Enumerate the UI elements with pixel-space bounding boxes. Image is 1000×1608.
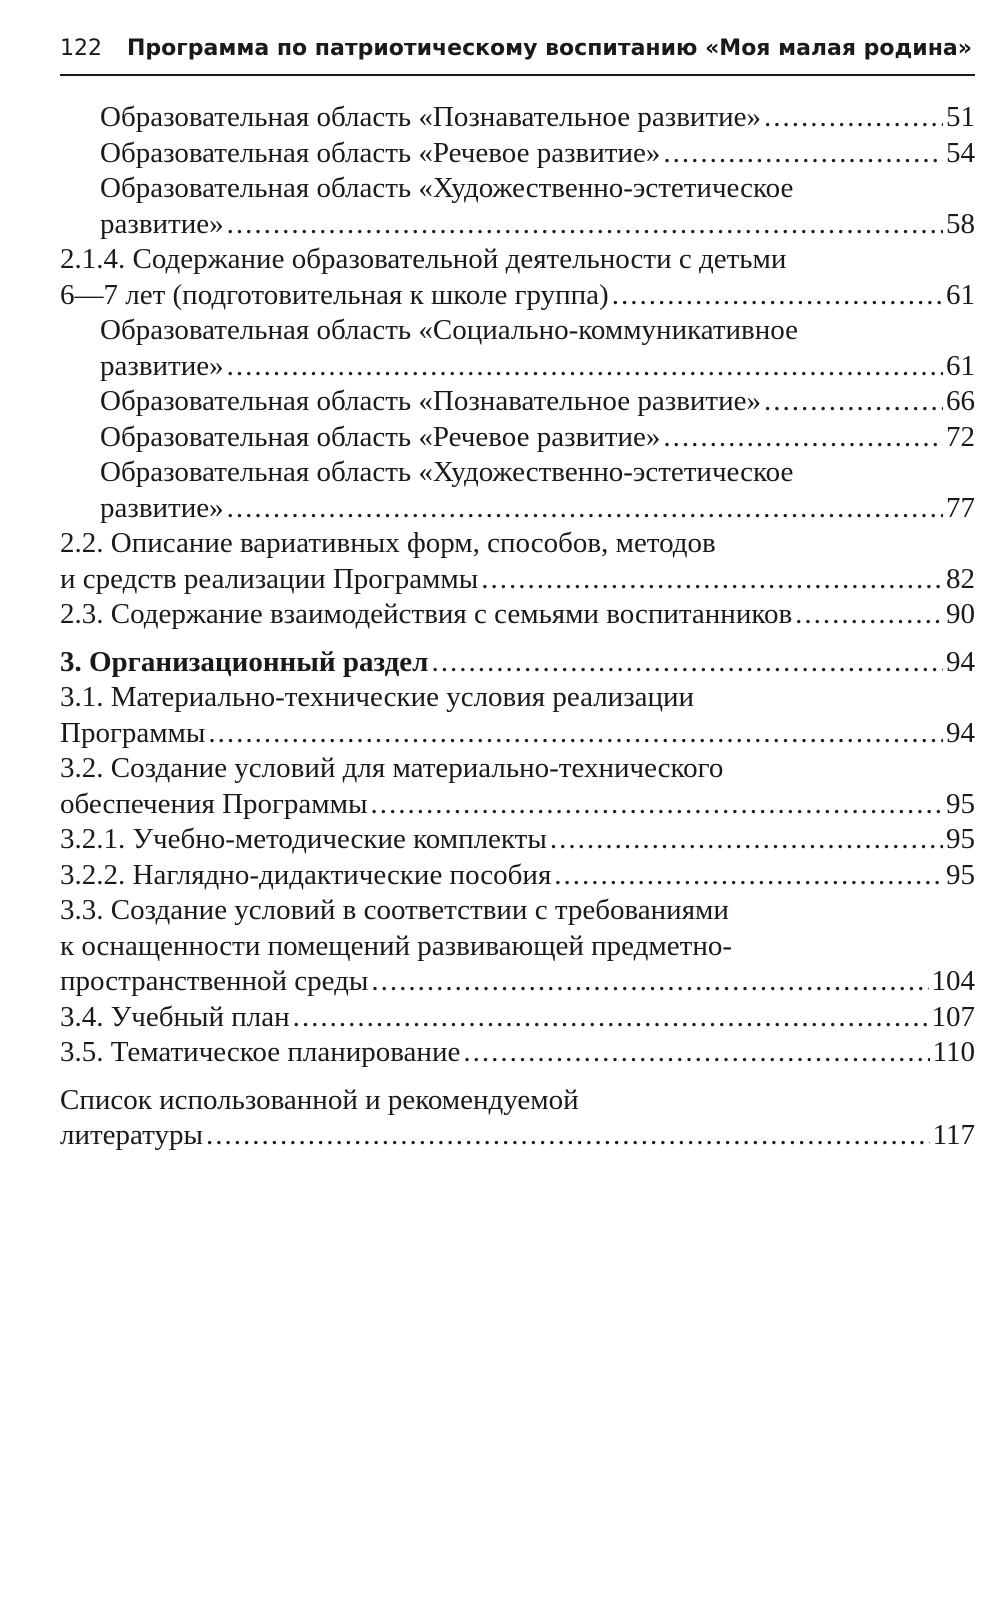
toc-entry-text: 3.1. Материально-технические условия реализации	[60, 681, 695, 713]
toc-entry-text: и средств реализации Программы	[60, 562, 479, 595]
toc-entry-text: Образовательная область «Художественно-эстетическое	[100, 172, 794, 204]
toc-entry-text: обеспечения Программы	[60, 787, 368, 820]
toc-page-number: 95	[946, 787, 975, 820]
leader-dots	[795, 597, 943, 633]
leader-dots	[663, 420, 943, 456]
toc-page-number: 54	[946, 136, 975, 169]
toc-entry	[60, 822, 975, 858]
toc-entry	[60, 858, 975, 894]
toc-entry-text: Образовательная область «Художественно-эстетическое	[100, 456, 794, 488]
table-of-contents	[60, 100, 975, 1154]
toc-entry	[60, 1035, 975, 1071]
toc-page-number: 117	[932, 1119, 975, 1151]
leader-dots	[208, 716, 943, 752]
toc-entry	[60, 242, 975, 313]
leader-dots	[206, 1118, 930, 1154]
toc-entry	[60, 420, 975, 456]
header-rule	[60, 74, 975, 76]
toc-page-number: 66	[946, 385, 975, 417]
toc-entry-text: 3.2.1. Учебно-методические комплекты	[60, 823, 547, 855]
leader-dots	[227, 349, 943, 385]
toc-entry-text: Образовательная область «Речевое развитие»	[100, 420, 661, 453]
toc-entry-text: Образовательная область «Познавательное развитие»	[100, 385, 761, 417]
leader-dots	[764, 384, 943, 420]
toc-page-number: 94	[946, 716, 975, 749]
toc-entry	[60, 1083, 975, 1154]
toc-entry	[60, 136, 975, 172]
toc-entry-text: Образовательная область «Речевое развитие»	[100, 136, 661, 169]
leader-dots	[663, 136, 943, 172]
toc-page-number: 82	[946, 562, 975, 595]
toc-page-number: 58	[946, 207, 975, 240]
toc-page-number: 104	[931, 965, 975, 997]
toc-entry-text: развитие»	[100, 207, 224, 240]
toc-entry-text: литературы	[60, 1119, 203, 1151]
page-number: 122	[60, 36, 102, 61]
toc-page-number: 72	[946, 420, 975, 453]
toc-entry	[60, 313, 975, 384]
toc-page-number: 61	[946, 349, 975, 382]
toc-entry-text: Программы	[60, 716, 206, 749]
toc-entry-text: 2.2. Описание вариативных форм, способов, методов	[60, 527, 716, 559]
leader-dots	[764, 100, 943, 136]
toc-entry	[60, 680, 975, 751]
toc-entry-text: 3.2.2. Наглядно-дидактические пособия	[60, 858, 552, 891]
leader-dots	[227, 207, 943, 243]
toc-entry-text: развитие»	[100, 349, 224, 382]
toc-entry-text: 3.5. Тематическое планирование	[60, 1036, 461, 1068]
toc-entry-text: 3. Организационный раздел	[60, 645, 429, 678]
leader-dots	[481, 562, 943, 598]
toc-entry	[60, 893, 975, 1000]
leader-dots	[612, 278, 943, 314]
toc-entry-text: 3.4. Учебный план	[60, 1000, 290, 1033]
running-title: Программа по патриотическому воспитанию «Моя малая родина»	[127, 36, 972, 61]
toc-page-number: 51	[946, 101, 975, 133]
leader-dots	[550, 822, 943, 858]
toc-entry-text: 3.2. Создание условий для материально-технического	[60, 752, 724, 784]
toc-page-number: 95	[946, 823, 975, 855]
toc-entry-text: пространственной среды	[60, 965, 369, 997]
page-header	[60, 34, 975, 64]
leader-dots	[227, 491, 943, 527]
leader-dots	[431, 645, 943, 681]
toc-entry-text: 2.1.4. Содержание образовательной деятельности с детьми	[60, 243, 787, 275]
toc-entry-text: к оснащенности помещений развивающей предметно-	[60, 929, 732, 962]
toc-entry-text: Список использованной и рекомендуемой	[60, 1083, 579, 1116]
toc-entry-text: 3.3. Создание условий в соответствии с требованиями	[60, 894, 729, 926]
toc-page-number: 95	[946, 858, 975, 891]
leader-dots	[371, 964, 928, 1000]
toc-page-number: 61	[946, 278, 975, 311]
toc-page-number: 94	[946, 645, 975, 678]
toc-entry-text: Образовательная область «Социально-коммуникативное	[100, 314, 798, 346]
toc-entry-text: 6—7 лет (подготовительная к школе группа)	[60, 278, 609, 311]
toc-entry	[60, 1000, 975, 1036]
toc-page-number: 77	[946, 491, 975, 524]
toc-entry-text: 2.3. Содержание взаимодействия с семьями воспитанников	[60, 598, 793, 630]
leader-dots	[371, 787, 944, 823]
toc-entry-text: Образовательная область «Познавательное развитие»	[100, 101, 761, 133]
toc-page-number: 110	[932, 1036, 975, 1068]
toc-page-number: 90	[946, 598, 975, 630]
toc-entry	[60, 100, 975, 136]
toc-entry	[60, 526, 975, 597]
leader-dots	[554, 858, 943, 894]
toc-entry	[60, 751, 975, 822]
toc-entry-text: развитие»	[100, 491, 224, 524]
toc-entry	[60, 171, 975, 242]
leader-dots	[463, 1035, 929, 1071]
toc-entry	[60, 455, 975, 526]
toc-page-number: 107	[931, 1000, 975, 1033]
toc-entry	[60, 597, 975, 633]
leader-dots	[293, 1000, 929, 1036]
toc-section-heading	[60, 645, 975, 681]
toc-entry	[60, 384, 975, 420]
